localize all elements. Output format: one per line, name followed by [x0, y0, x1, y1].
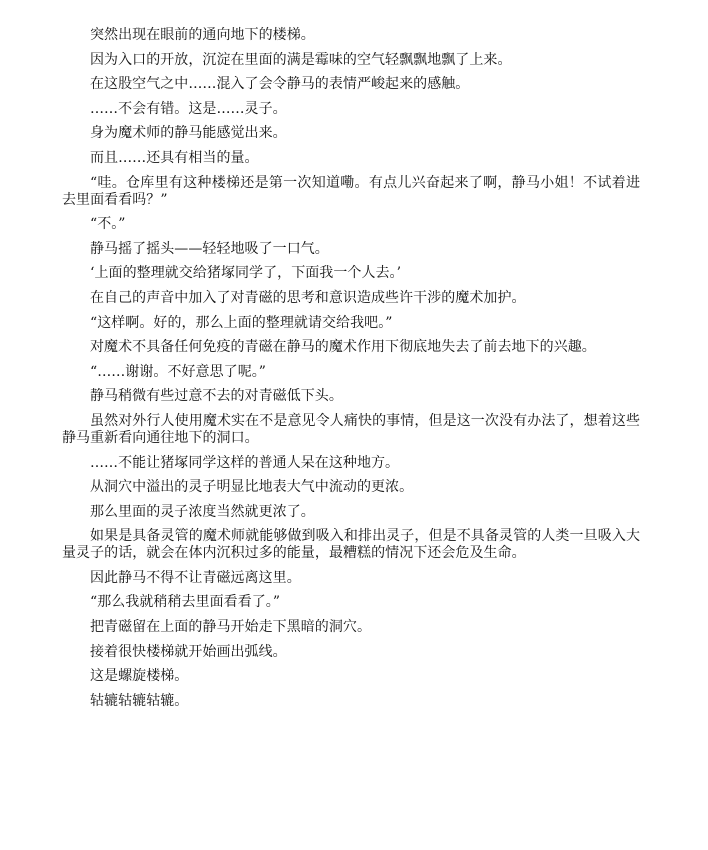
paragraph: 从洞穴中溢出的灵子明显比地表大气中流动的更浓。	[90, 479, 414, 496]
paragraph: 把青磁留在上面的静马开始走下黑暗的洞穴。	[90, 619, 371, 636]
paragraph: 静马摇了摇头——轻轻地吸了一口气。	[90, 240, 329, 257]
paragraph: ……不能让猪塚同学这样的普通人呆在这种地方。	[90, 454, 400, 471]
paragraph: “那么我就稍稍去里面看看了。”	[90, 594, 281, 611]
document-page	[62, 27, 640, 717]
paragraph: 因此静马不得不让青磁远离这里。	[90, 569, 301, 586]
paragraph: “不。”	[90, 216, 126, 233]
paragraph: ……不会有错。这是……灵子。	[90, 100, 287, 117]
paragraph: 在自己的声音中加入了对青磁的思考和意识造成些许干涉的魔术加护。	[90, 289, 526, 306]
paragraph: 而且……还具有相当的量。	[90, 149, 259, 166]
paragraph: 在这股空气之中……混入了会令静马的表情严峻起来的感触。	[90, 76, 470, 93]
paragraph: 这是螺旋楼梯。	[90, 668, 189, 685]
paragraph: “……谢谢。不好意思了呢。”	[90, 363, 267, 380]
paragraph: 因为入口的开放，沉淀在里面的满是霉味的空气轻飘飘地飘了上来。	[90, 51, 512, 68]
paragraph: “哇。仓库里有这种楼梯还是第一次知道嘞。有点儿兴奋起来了啊，静马小姐！不试着进去里面看看吗？”	[62, 174, 640, 208]
paragraph: “这样啊。好的，那么上面的整理就请交给我吧。”	[90, 314, 393, 331]
paragraph: 对魔术不具备任何免疫的青磁在静马的魔术作用下彻底地失去了前去地下的兴趣。	[90, 339, 596, 356]
paragraph: 那么里面的灵子浓度当然就更浓了。	[90, 503, 315, 520]
paragraph: 突然出现在眼前的通向地下的楼梯。	[90, 27, 315, 43]
paragraph: 静马稍微有些过意不去的对青磁低下头。	[90, 388, 343, 405]
paragraph: 身为魔术师的静马能感觉出来。	[90, 125, 287, 142]
paragraph: 接着很快楼梯就开始画出弧线。	[90, 643, 287, 660]
paragraph: ‘上面的整理就交给猪塚同学了，下面我一个人去。’	[90, 265, 402, 282]
paragraph: 如果是具备灵管的魔术师就能够做到吸入和排出灵子，但是不具备灵管的人类一旦吸入大量灵子的话，就会在体内沉积过多的能量，最糟糕的情况下还会危及生命。	[62, 528, 640, 562]
paragraph: 轱辘轱辘轱辘。	[90, 692, 189, 709]
paragraph: 虽然对外行人使用魔术实在不是意见令人痛快的事情，但是这一次没有办法了，想着这些静马重新看向通往地下的洞口。	[62, 412, 640, 446]
